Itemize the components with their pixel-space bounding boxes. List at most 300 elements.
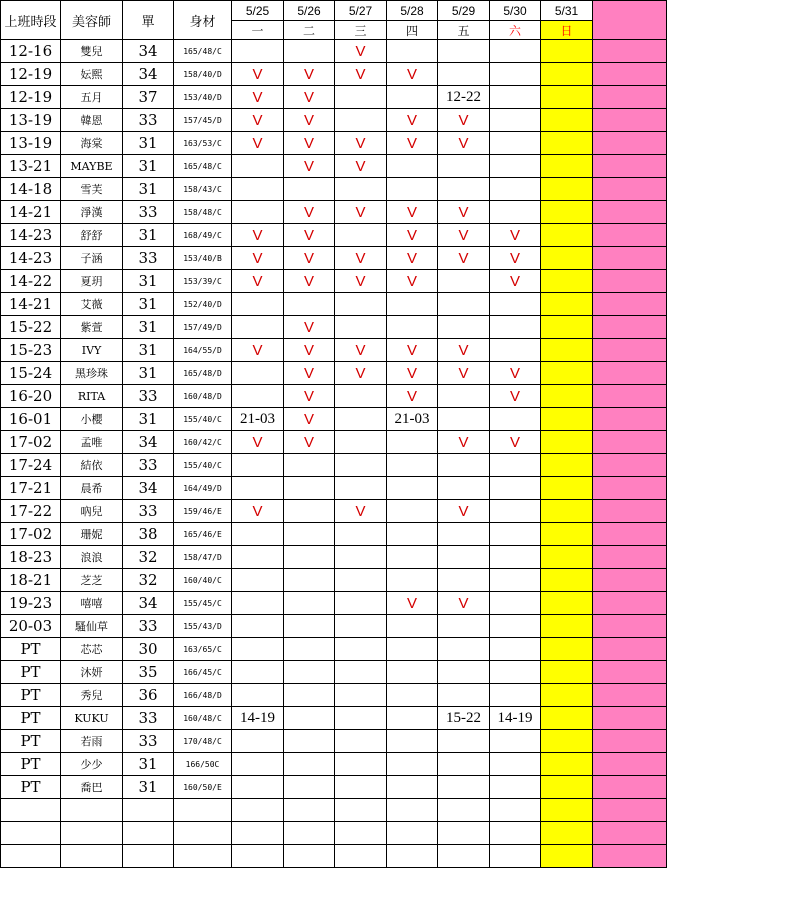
extra-column-cell [593, 63, 667, 86]
stylist-name-cell: 孟唯 [61, 431, 123, 454]
extra-column-cell [593, 592, 667, 615]
day-cell [541, 40, 593, 63]
day-cell [284, 707, 335, 730]
day-cell [387, 454, 438, 477]
day-cell [438, 385, 490, 408]
stylist-name-cell: 晨希 [61, 477, 123, 500]
day-cell [490, 178, 541, 201]
stylist-name-cell: 浪浪 [61, 546, 123, 569]
day-cell: V [387, 362, 438, 385]
table-row [1, 385, 667, 408]
stylist-name-cell [61, 845, 123, 868]
day-cell [541, 132, 593, 155]
day-cell [490, 293, 541, 316]
day-cell: V [490, 270, 541, 293]
shift-cell: PT [1, 638, 61, 661]
day-cell [438, 546, 490, 569]
table-row [1, 339, 667, 362]
day-cell [284, 638, 335, 661]
shift-cell: 13-19 [1, 132, 61, 155]
day-cell [232, 569, 284, 592]
day-cell [541, 270, 593, 293]
shift-cell: 13-19 [1, 109, 61, 132]
extra-column-cell [593, 270, 667, 293]
table-row [1, 155, 667, 178]
body-stats-cell: 153/40/D [174, 86, 232, 109]
day-cell [232, 385, 284, 408]
body-stats-cell: 158/47/D [174, 546, 232, 569]
day-cell [490, 155, 541, 178]
schedule-body [1, 40, 667, 868]
shift-cell: PT [1, 776, 61, 799]
count-cell: 33 [123, 615, 174, 638]
day-cell: V [232, 224, 284, 247]
table-row [1, 707, 667, 730]
count-cell: 32 [123, 569, 174, 592]
day-cell [232, 615, 284, 638]
day-cell: V [335, 362, 387, 385]
extra-column-cell [593, 523, 667, 546]
day-cell [541, 362, 593, 385]
table-row [1, 408, 667, 431]
day-cell [438, 316, 490, 339]
body-stats-cell: 160/42/C [174, 431, 232, 454]
body-stats-cell: 158/43/C [174, 178, 232, 201]
shift-cell: 17-24 [1, 454, 61, 477]
day-cell [284, 684, 335, 707]
stylist-name-cell: 沐妍 [61, 661, 123, 684]
extra-column-cell [593, 86, 667, 109]
shift-cell: 14-18 [1, 178, 61, 201]
day-cell [335, 753, 387, 776]
day-cell [387, 546, 438, 569]
shift-cell: 17-21 [1, 477, 61, 500]
extra-column-cell [593, 201, 667, 224]
day-cell [438, 63, 490, 86]
day-cell [490, 201, 541, 224]
extra-column-cell [593, 661, 667, 684]
day-cell [387, 477, 438, 500]
day-cell: V [232, 431, 284, 454]
day-cell [387, 431, 438, 454]
body-stats-cell: 155/45/C [174, 592, 232, 615]
day-cell [232, 822, 284, 845]
body-stats-cell: 164/49/D [174, 477, 232, 500]
day-cell [232, 799, 284, 822]
header-row-dates [1, 1, 667, 21]
day-cell [541, 615, 593, 638]
day-cell [541, 178, 593, 201]
day-cell [232, 178, 284, 201]
day-cell [335, 707, 387, 730]
day-cell: V [232, 86, 284, 109]
count-cell: 35 [123, 661, 174, 684]
day-cell: V [438, 339, 490, 362]
day-cell [541, 569, 593, 592]
shift-cell [1, 845, 61, 868]
table-row [1, 40, 667, 63]
day-cell [387, 178, 438, 201]
day-cell: V [335, 132, 387, 155]
day-cell [438, 822, 490, 845]
body-stats-cell [174, 822, 232, 845]
count-cell: 33 [123, 201, 174, 224]
day-cell [335, 385, 387, 408]
date-header: 5/25 [232, 1, 284, 21]
day-cell [284, 730, 335, 753]
day-cell [541, 316, 593, 339]
day-cell: V [335, 201, 387, 224]
table-row [1, 316, 667, 339]
day-cell [284, 776, 335, 799]
body-stats-cell: 158/40/D [174, 63, 232, 86]
day-cell [490, 316, 541, 339]
day-cell [387, 822, 438, 845]
day-cell [335, 615, 387, 638]
day-cell [490, 109, 541, 132]
day-cell [284, 546, 335, 569]
stylist-name-cell: 若雨 [61, 730, 123, 753]
day-cell: V [232, 132, 284, 155]
table-row [1, 477, 667, 500]
stylist-name-cell: 淨漢 [61, 201, 123, 224]
extra-column-cell [593, 431, 667, 454]
shift-cell: 17-22 [1, 500, 61, 523]
body-stats-cell: 165/48/C [174, 40, 232, 63]
day-cell [541, 431, 593, 454]
day-cell [335, 546, 387, 569]
count-cell: 31 [123, 224, 174, 247]
day-cell [541, 385, 593, 408]
shift-cell: 17-02 [1, 431, 61, 454]
day-cell: V [335, 63, 387, 86]
day-cell [387, 730, 438, 753]
day-cell: V [335, 40, 387, 63]
extra-column-cell [593, 730, 667, 753]
day-cell: V [387, 109, 438, 132]
day-cell [335, 477, 387, 500]
day-cell [438, 477, 490, 500]
count-cell [123, 822, 174, 845]
day-cell: V [438, 500, 490, 523]
day-cell [438, 638, 490, 661]
weekday-header: 四 [387, 21, 438, 40]
shift-cell: 17-02 [1, 523, 61, 546]
table-row [1, 592, 667, 615]
stylist-name-cell [61, 822, 123, 845]
day-cell: 12-22 [438, 86, 490, 109]
day-cell: 15-22 [438, 707, 490, 730]
stylist-name-cell: 結依 [61, 454, 123, 477]
day-cell [387, 638, 438, 661]
extra-column-cell [593, 247, 667, 270]
day-cell [541, 224, 593, 247]
day-cell [541, 155, 593, 178]
count-cell: 37 [123, 86, 174, 109]
extra-column-cell [593, 546, 667, 569]
extra-column-cell [593, 339, 667, 362]
count-cell [123, 799, 174, 822]
day-cell [387, 799, 438, 822]
stylist-name-cell: 艾薇 [61, 293, 123, 316]
date-header: 5/26 [284, 1, 335, 21]
table-row [1, 569, 667, 592]
extra-column-cell [593, 822, 667, 845]
date-header: 5/31 [541, 1, 593, 21]
table-row [1, 523, 667, 546]
day-cell [541, 776, 593, 799]
day-cell: 21-03 [387, 408, 438, 431]
day-cell [490, 684, 541, 707]
day-cell: V [438, 247, 490, 270]
day-cell: V [438, 109, 490, 132]
day-cell [438, 661, 490, 684]
shift-cell: 16-20 [1, 385, 61, 408]
day-cell: V [387, 201, 438, 224]
day-cell: V [438, 224, 490, 247]
day-cell: V [232, 339, 284, 362]
day-cell [387, 316, 438, 339]
day-cell [490, 730, 541, 753]
day-cell [438, 753, 490, 776]
day-cell [284, 661, 335, 684]
date-header: 5/29 [438, 1, 490, 21]
day-cell [387, 569, 438, 592]
day-cell [284, 799, 335, 822]
day-cell [335, 109, 387, 132]
day-cell: V [438, 431, 490, 454]
day-cell [490, 753, 541, 776]
extra-column-cell [593, 224, 667, 247]
day-cell [438, 799, 490, 822]
table-row [1, 546, 667, 569]
day-cell [335, 178, 387, 201]
weekday-header: 二 [284, 21, 335, 40]
day-cell: V [284, 316, 335, 339]
stylist-name-cell: 珊妮 [61, 523, 123, 546]
count-cell: 32 [123, 546, 174, 569]
table-row [1, 362, 667, 385]
shift-cell: 12-19 [1, 86, 61, 109]
shift-cell [1, 822, 61, 845]
count-cell: 31 [123, 270, 174, 293]
day-cell [335, 661, 387, 684]
day-cell: V [284, 270, 335, 293]
day-cell: V [335, 500, 387, 523]
shift-cell: PT [1, 684, 61, 707]
day-cell [490, 776, 541, 799]
date-header: 5/30 [490, 1, 541, 21]
body-stats-cell: 166/50C [174, 753, 232, 776]
body-stats-cell: 159/46/E [174, 500, 232, 523]
day-cell [541, 753, 593, 776]
extra-column-cell [593, 845, 667, 868]
body-stats-cell: 157/45/D [174, 109, 232, 132]
body-stats-cell: 166/48/D [174, 684, 232, 707]
count-cell: 31 [123, 132, 174, 155]
day-cell [335, 523, 387, 546]
count-cell: 31 [123, 776, 174, 799]
day-cell [232, 454, 284, 477]
stylist-name-cell: 喬巴 [61, 776, 123, 799]
table-row [1, 63, 667, 86]
stylist-name-cell: 紫萱 [61, 316, 123, 339]
extra-column-cell [593, 109, 667, 132]
extra-column-cell [593, 155, 667, 178]
day-cell [438, 270, 490, 293]
day-cell [284, 845, 335, 868]
stylist-name-cell: KUKU [61, 707, 123, 730]
day-cell [335, 293, 387, 316]
stylist-name-cell: 五月 [61, 86, 123, 109]
extra-column-header [593, 1, 667, 40]
day-cell: V [387, 247, 438, 270]
day-cell: V [284, 86, 335, 109]
table-row [1, 845, 667, 868]
day-cell [490, 615, 541, 638]
day-cell [541, 293, 593, 316]
day-cell [541, 247, 593, 270]
stylist-name-cell: 嘻嘻 [61, 592, 123, 615]
extra-column-cell [593, 776, 667, 799]
body-stats-cell: 163/53/C [174, 132, 232, 155]
body-stats-cell: 160/50/E [174, 776, 232, 799]
day-cell: V [335, 247, 387, 270]
day-cell [284, 523, 335, 546]
day-cell [284, 569, 335, 592]
weekday-header: 三 [335, 21, 387, 40]
day-cell: V [438, 362, 490, 385]
day-cell [387, 615, 438, 638]
shift-cell: PT [1, 661, 61, 684]
day-cell: V [284, 132, 335, 155]
shift-cell: 14-23 [1, 247, 61, 270]
day-cell [335, 224, 387, 247]
day-cell [490, 500, 541, 523]
day-cell [335, 592, 387, 615]
body-stats-cell: 168/49/C [174, 224, 232, 247]
count-cell: 33 [123, 707, 174, 730]
day-cell [490, 339, 541, 362]
day-cell: V [284, 201, 335, 224]
day-cell: V [284, 408, 335, 431]
day-cell [490, 523, 541, 546]
day-cell [284, 477, 335, 500]
day-cell [541, 500, 593, 523]
day-cell [387, 707, 438, 730]
stylist-name-cell: 秀兒 [61, 684, 123, 707]
day-cell [438, 569, 490, 592]
body-stats-cell: 158/48/C [174, 201, 232, 224]
body-stats-cell [174, 845, 232, 868]
day-cell: V [490, 224, 541, 247]
day-cell [541, 546, 593, 569]
extra-column-cell [593, 799, 667, 822]
stylist-name-cell: 雪芙 [61, 178, 123, 201]
stylist-name-cell: RITA [61, 385, 123, 408]
table-row [1, 822, 667, 845]
day-cell: V [387, 270, 438, 293]
shift-cell: 16-01 [1, 408, 61, 431]
day-cell [232, 546, 284, 569]
day-cell [438, 523, 490, 546]
day-cell: V [284, 431, 335, 454]
extra-column-cell [593, 178, 667, 201]
day-cell [541, 523, 593, 546]
day-cell: V [284, 224, 335, 247]
day-cell [490, 845, 541, 868]
day-cell: 14-19 [232, 707, 284, 730]
shift-cell: 14-23 [1, 224, 61, 247]
count-cell: 33 [123, 109, 174, 132]
count-cell: 34 [123, 592, 174, 615]
day-cell [335, 454, 387, 477]
day-cell [541, 408, 593, 431]
body-stats-cell: 152/40/D [174, 293, 232, 316]
extra-column-cell [593, 385, 667, 408]
shift-cell: 14-21 [1, 293, 61, 316]
day-cell [335, 799, 387, 822]
day-cell [438, 615, 490, 638]
day-cell [232, 661, 284, 684]
day-cell [387, 86, 438, 109]
day-cell [387, 293, 438, 316]
day-cell [541, 730, 593, 753]
day-cell [232, 155, 284, 178]
body-stats-cell: 153/40/B [174, 247, 232, 270]
day-cell [541, 707, 593, 730]
day-cell [490, 822, 541, 845]
shift-cell: PT [1, 753, 61, 776]
day-cell [284, 500, 335, 523]
body-stats-cell: 155/40/C [174, 454, 232, 477]
shift-cell [1, 799, 61, 822]
count-cell: 31 [123, 339, 174, 362]
day-cell [335, 408, 387, 431]
count-cell: 30 [123, 638, 174, 661]
table-row [1, 132, 667, 155]
header-body: 身材 [174, 1, 232, 40]
extra-column-cell [593, 500, 667, 523]
body-stats-cell [174, 799, 232, 822]
table-row [1, 293, 667, 316]
stylist-name-cell: 雙兒 [61, 40, 123, 63]
table-row [1, 799, 667, 822]
shift-cell: 18-21 [1, 569, 61, 592]
day-cell: V [438, 132, 490, 155]
count-cell: 31 [123, 408, 174, 431]
shift-cell: 15-24 [1, 362, 61, 385]
day-cell [232, 316, 284, 339]
day-cell [490, 63, 541, 86]
day-cell [490, 638, 541, 661]
day-cell [232, 523, 284, 546]
body-stats-cell: 165/48/D [174, 362, 232, 385]
shift-cell: 15-23 [1, 339, 61, 362]
extra-column-cell [593, 638, 667, 661]
table-row [1, 730, 667, 753]
stylist-name-cell: 少少 [61, 753, 123, 776]
day-cell: V [335, 270, 387, 293]
day-cell [335, 822, 387, 845]
day-cell [232, 638, 284, 661]
day-cell [438, 408, 490, 431]
count-cell: 31 [123, 293, 174, 316]
day-cell [541, 201, 593, 224]
weekday-header: 六 [490, 21, 541, 40]
day-cell: V [490, 431, 541, 454]
body-stats-cell: 160/40/C [174, 569, 232, 592]
